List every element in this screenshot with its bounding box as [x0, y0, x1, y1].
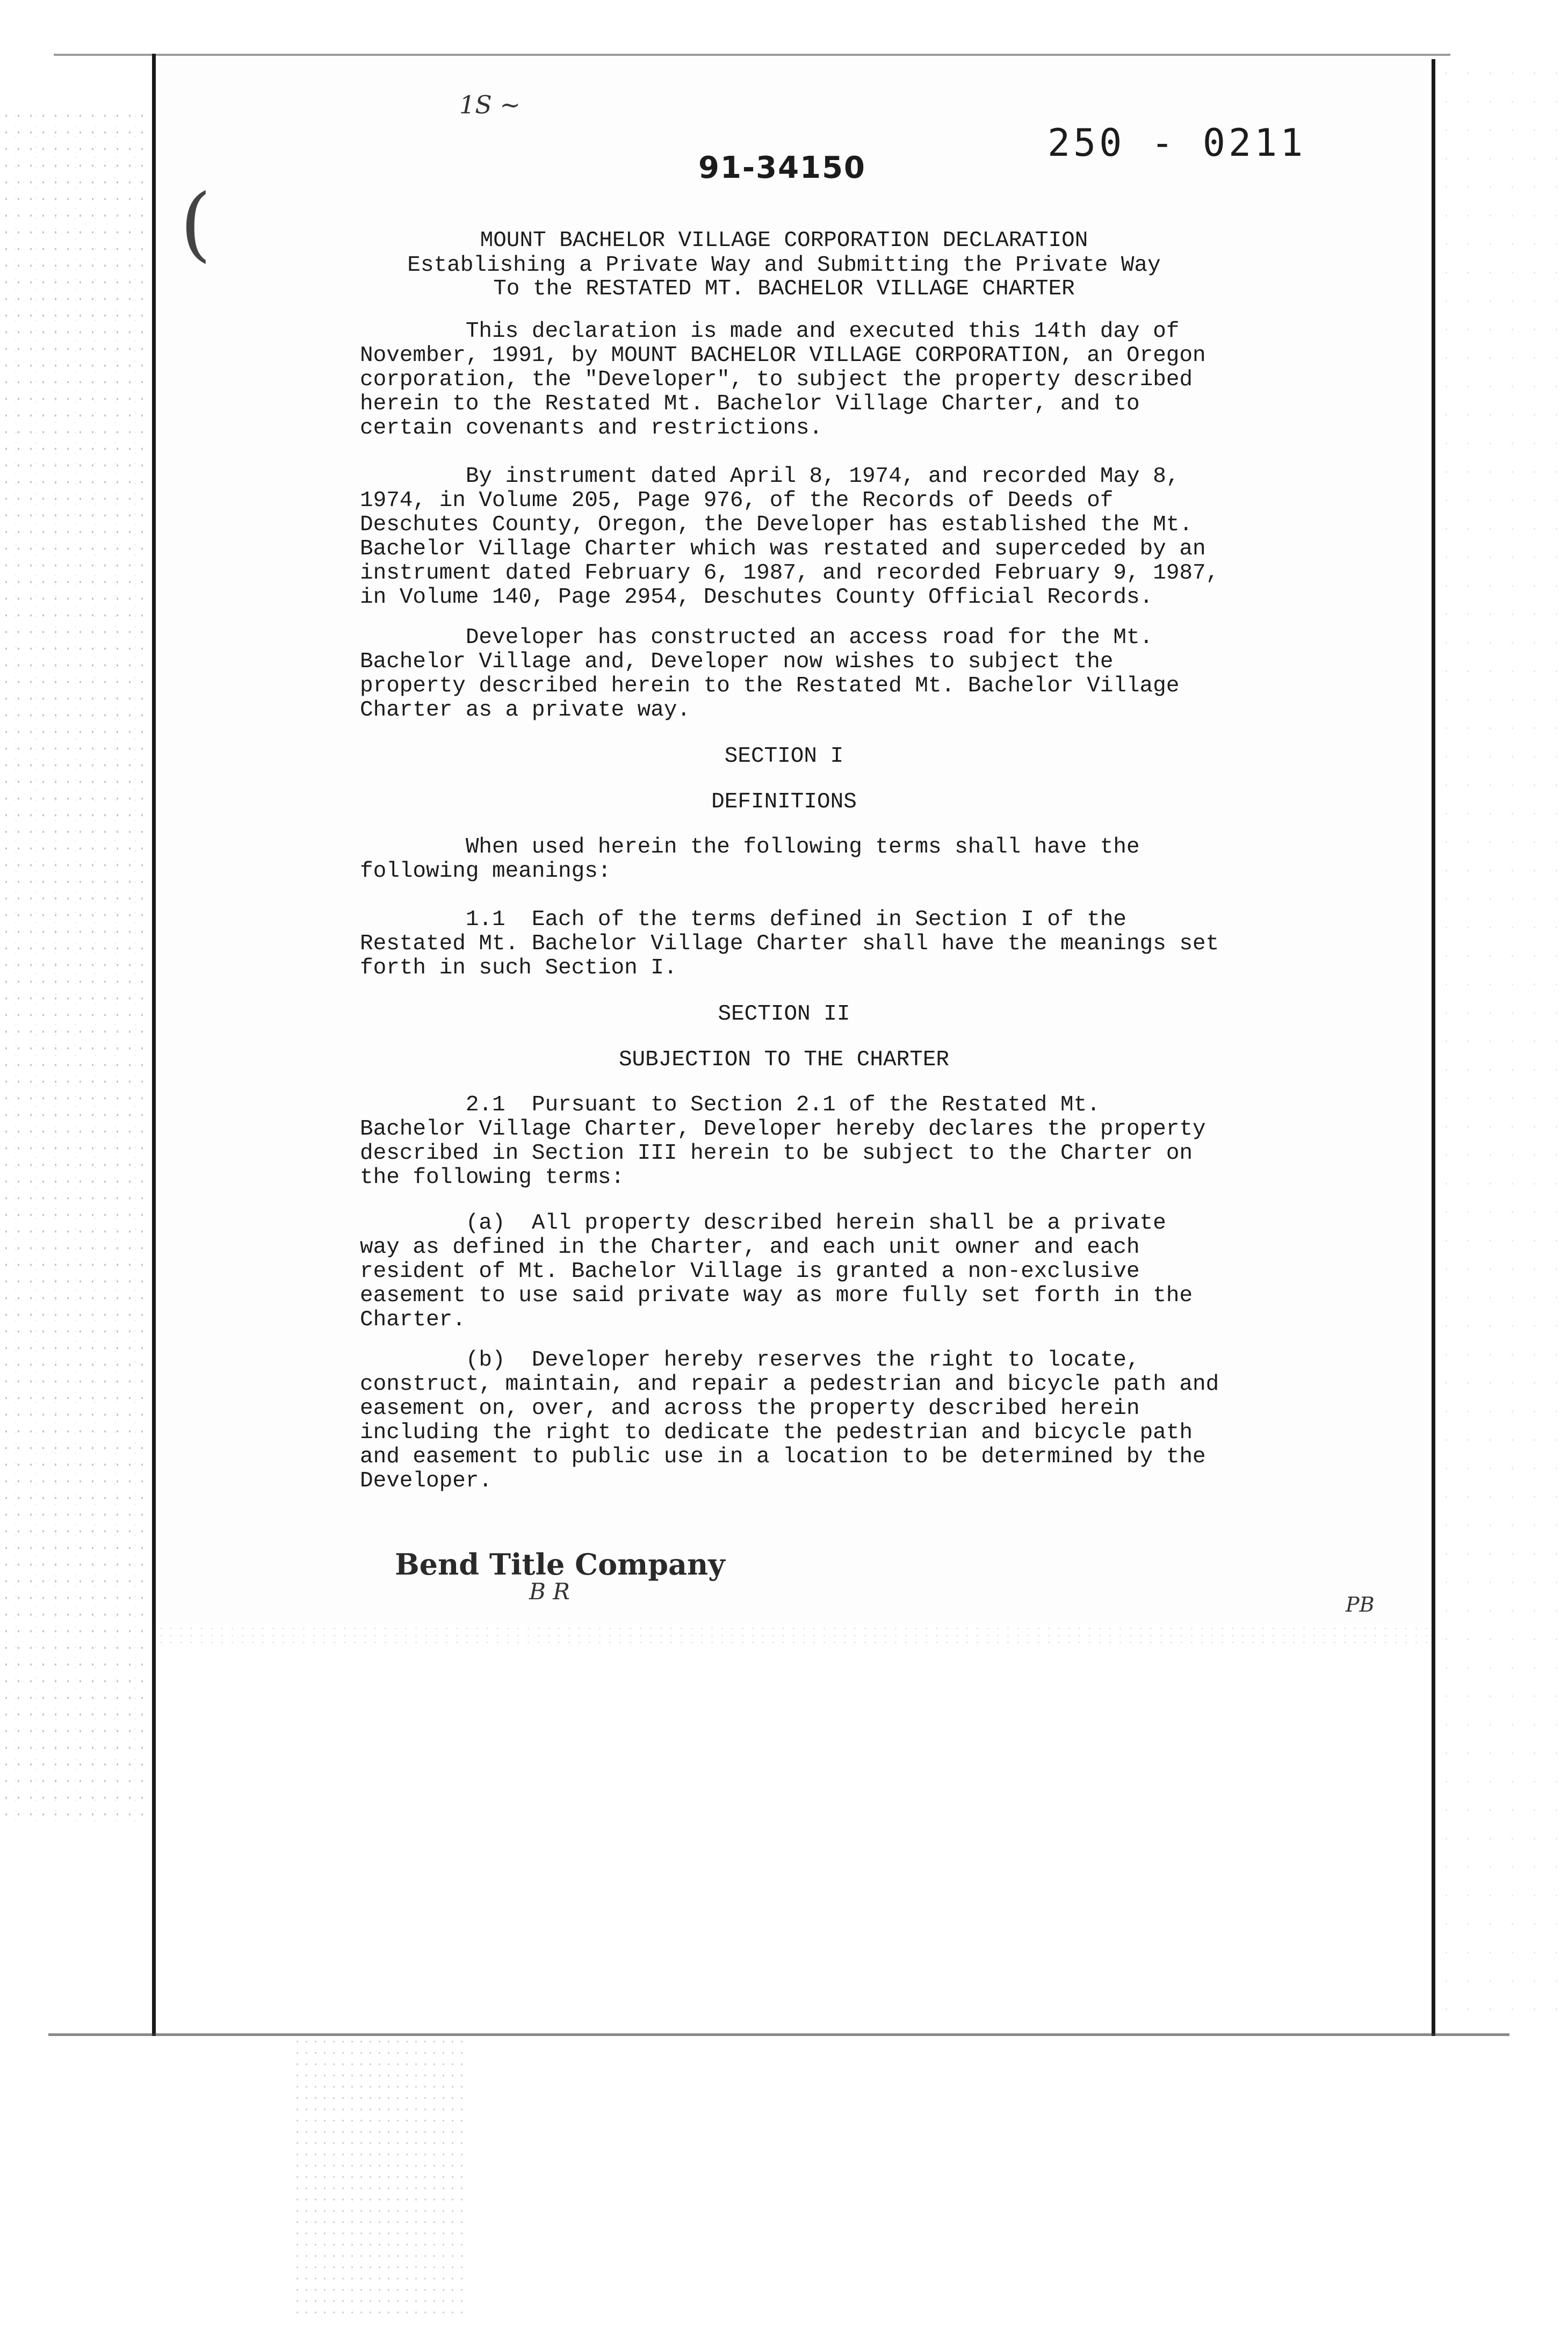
title-company-stamp: Bend Title Company	[395, 1547, 725, 1582]
scan-noise-bottom	[293, 2036, 470, 2321]
page-edge-top	[54, 54, 1450, 56]
paren-mark: (	[180, 177, 212, 271]
text-line: 1.1 Each of the terms defined in Section I of the	[360, 907, 1127, 932]
scan-noise-band	[156, 1625, 1432, 1647]
text-line: Restated Mt. Bachelor Village Charter shall have the meanings set	[360, 932, 1219, 956]
text-line: By instrument dated April 8, 1974, and recorded May 8,	[360, 464, 1180, 489]
title-line-1: MOUNT BACHELOR VILLAGE CORPORATION DECLARATION	[480, 228, 1088, 253]
text-line: November, 1991, by MOUNT BACHELOR VILLAGE CORPORATION, an Oregon	[360, 343, 1206, 368]
text-line: Bachelor Village and, Developer now wishes to subject the	[360, 649, 1114, 674]
recital-paragraph-2	[360, 626, 1284, 723]
text-line: instrument dated February 6, 1987, and recorded February 9, 1987,	[360, 561, 1219, 586]
text-line: described in Section III herein to be subject to the Charter on	[360, 1141, 1193, 1166]
text-line: When used herein the following terms shall have the	[360, 835, 1140, 860]
section-1-heading: SECTION I	[724, 744, 844, 769]
section-2-item-b	[360, 1348, 1284, 1493]
section-1-subheading: DEFINITIONS	[711, 790, 857, 814]
text-line: forth in such Section I.	[360, 956, 677, 980]
text-line: Charter.	[360, 1308, 466, 1332]
stamp-initials: B R	[529, 1578, 570, 1605]
text-line: Bachelor Village Charter which was restated and superceded by an	[360, 537, 1206, 561]
text-line: including the right to dedicate the pedestrian and bicycle path	[360, 1420, 1193, 1445]
section-1-item-1-1	[360, 908, 1284, 980]
text-line: 1974, in Volume 205, Page 976, of the Records of Deeds of	[360, 488, 1114, 513]
section-1-lead	[360, 835, 1284, 884]
text-line: the following terms:	[360, 1165, 625, 1190]
text-line: herein to the Restated Mt. Bachelor Village Charter, and to	[360, 392, 1140, 416]
book-page-number: 250 - 0211	[1047, 121, 1306, 165]
text-line: property described herein to the Restated Mt. Bachelor Village	[360, 674, 1180, 698]
text-line: following meanings:	[360, 859, 611, 884]
handwritten-note-top: 1S ~	[459, 90, 521, 119]
text-line: Deschutes County, Oregon, the Developer has established the Mt.	[360, 512, 1193, 537]
text-line: 2.1 Pursuant to Section 2.1 of the Restated Mt.	[360, 1093, 1100, 1117]
text-line: easement on, over, and across the property described herein	[360, 1396, 1140, 1421]
text-line: resident of Mt. Bachelor Village is granted a non-exclusive	[360, 1259, 1140, 1284]
text-line: (a) All property described herein shall be a private	[360, 1211, 1166, 1236]
section-2-heading: SECTION II	[718, 1002, 850, 1027]
margin-note: PB	[1346, 1593, 1375, 1616]
text-line: Charter as a private way.	[360, 698, 691, 723]
text-line: Bachelor Village Charter, Developer hereby declares the property	[360, 1117, 1206, 1142]
intro-paragraph	[360, 320, 1284, 441]
text-line: certain covenants and restrictions.	[360, 416, 823, 441]
section-2-item-2-1	[360, 1093, 1284, 1190]
text-line: (b) Developer hereby reserves the right to locate,	[360, 1348, 1140, 1373]
recital-paragraph-1	[360, 465, 1284, 610]
title-line-3: To the RESTATED MT. BACHELOR VILLAGE CHARTER	[493, 277, 1075, 301]
text-line: This declaration is made and executed this 14th day of	[360, 319, 1180, 344]
text-line: corporation, the "Developer", to subject the property described	[360, 367, 1193, 392]
text-line: Developer.	[360, 1469, 493, 1493]
page-edge-bottom	[48, 2033, 1509, 2036]
scan-noise-left	[0, 107, 156, 1827]
section-2-subheading: SUBJECTION TO THE CHARTER	[618, 1048, 950, 1072]
text-line: in Volume 140, Page 2954, Deschutes County Official Records.	[360, 585, 1153, 610]
text-line: and easement to public use in a location to be determined by the	[360, 1445, 1206, 1469]
text-line: way as defined in the Charter, and each unit owner and each	[360, 1235, 1140, 1260]
title-line-2: Establishing a Private Way and Submitting the Private Way	[407, 253, 1161, 278]
text-line: Developer has constructed an access road for the Mt.	[360, 625, 1153, 650]
section-2-item-a	[360, 1211, 1284, 1332]
text-line: construct, maintain, and repair a pedestrian and bicycle path and	[360, 1372, 1219, 1397]
text-line: easement to use said private way as more fully set forth in the	[360, 1283, 1193, 1308]
left-border-rule	[152, 54, 156, 2036]
document-number: 91-34150	[698, 150, 866, 185]
